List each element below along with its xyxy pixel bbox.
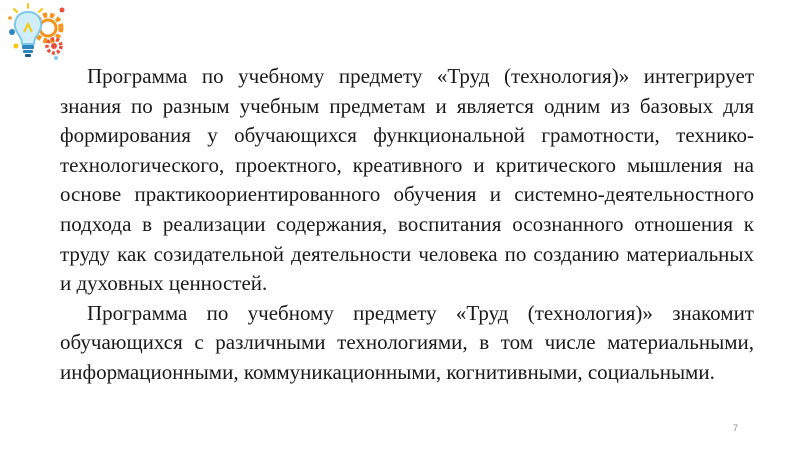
splash-dot [54, 56, 58, 60]
lightbulb-icon [15, 12, 41, 57]
splash-dot [60, 8, 65, 13]
page-number: 7 [733, 423, 739, 433]
paragraph: Программа по учебному предмету «Труд (технология)» интегрирует знания по разным учебным предметам и является одним из базовых для формирования у обучающихся функциональной грамотности, технико-технологического, проектного, креативного и критического мышления на основе практикоориентированного обучения и системно-деятельностного подхода в реализации содержания, воспитания осознанного отношения к труду как созидательной деятельности человека по созданию материальных и духовных ценностей. [60, 64, 754, 296]
splash-dot [9, 29, 15, 35]
splash-dot [8, 16, 12, 20]
light-rays [14, 4, 42, 12]
paragraph: Программа по учебному предмету «Труд (технология)» знакомит обучающихся с различными технологиями, в том числе материальными, информационными, коммуникационными, когнитивными, социальными. [60, 300, 754, 384]
slide-body [60, 62, 754, 388]
splash-dot [14, 44, 19, 49]
lightbulb-gears-icon [4, 2, 70, 68]
logo-graphic [4, 2, 70, 68]
